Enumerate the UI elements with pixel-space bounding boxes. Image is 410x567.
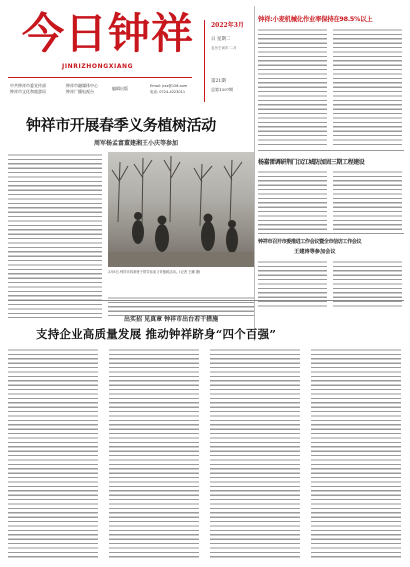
article-body-col (333, 170, 402, 230)
masthead-pinyin: JINRIZHONGXIANG (62, 63, 134, 70)
feature-top-rule (8, 300, 404, 301)
article-body-col (333, 28, 402, 146)
contact-info (150, 83, 187, 95)
lead-subhead: 周军杨孟富董建湘王小庆等参加 (94, 140, 179, 147)
issue-date: 2022年3月 (211, 22, 244, 29)
publisher-line-2: 钟祥广播电视台 (66, 89, 94, 94)
feature-body-col (210, 348, 300, 558)
right-article-2-body (258, 170, 402, 230)
feature-headline: 支持企业高质量发展 推动钟祥跻身“四个百强” (36, 327, 277, 341)
lead-body-left (8, 153, 102, 318)
right-article-1-body (258, 28, 402, 146)
photo-caption-text: 3月8日,钟祥市四套班子领导参加义务植树活动。(记者 王鹏 摄) (108, 270, 201, 274)
feature-body-col (109, 348, 199, 558)
feature-body-col (8, 348, 98, 558)
right-headline-2: 杨嘉雷调研荆门汉江城防加固三期工程建设 (258, 159, 365, 166)
feature-body-col (311, 348, 401, 558)
right-headline-3-sub: 王建涛等参加会议 (294, 249, 336, 255)
feature-article (8, 300, 404, 562)
sponsor-info (10, 83, 46, 95)
divider (258, 233, 404, 234)
sponsor-line-2: 钟祥市文化和旅游局 (10, 89, 46, 94)
issue-day: 日 星期二 (211, 37, 231, 42)
lead-photo-caption (108, 270, 254, 294)
publisher-info (66, 83, 98, 95)
right-headline-3: 钟祥市召开市委推进工作会议暨全市信访工作会议 (258, 239, 362, 245)
right-headline-1: 钟祥:小麦机械化作业率保持在98.5%以上 (258, 15, 373, 23)
total-issue-number: 总第1397期 (211, 87, 234, 92)
lead-headline: 钟祥市开展春季义务植树活动 (26, 116, 216, 134)
divider (258, 150, 404, 151)
contact-phone: 电话: 0724-4223011 (150, 90, 186, 94)
publisher-label: 编辑出版 (112, 86, 128, 91)
publisher-line-1: 钟祥市融媒体中心 (66, 83, 98, 88)
contact-email: Email: jrzx@126.com (150, 84, 188, 88)
sponsor-line-1: 中共钟祥市委宣传部 (10, 83, 46, 88)
date-box (204, 20, 257, 102)
article-body-col (258, 170, 327, 230)
masthead-divider (8, 77, 192, 78)
right-col-rule (254, 6, 255, 341)
issue-number: 第21期 (211, 79, 226, 84)
masthead (8, 6, 256, 102)
lead-photo (108, 152, 254, 267)
issue-lunar: 农历壬寅年·二月 (211, 46, 237, 50)
masthead-title: 今日钟祥 (22, 9, 195, 58)
tree-planting-image (108, 152, 254, 267)
article-body-col (258, 28, 327, 146)
feature-kicker: 出实招 见真章 钟祥市出台若干措施 (124, 316, 219, 323)
